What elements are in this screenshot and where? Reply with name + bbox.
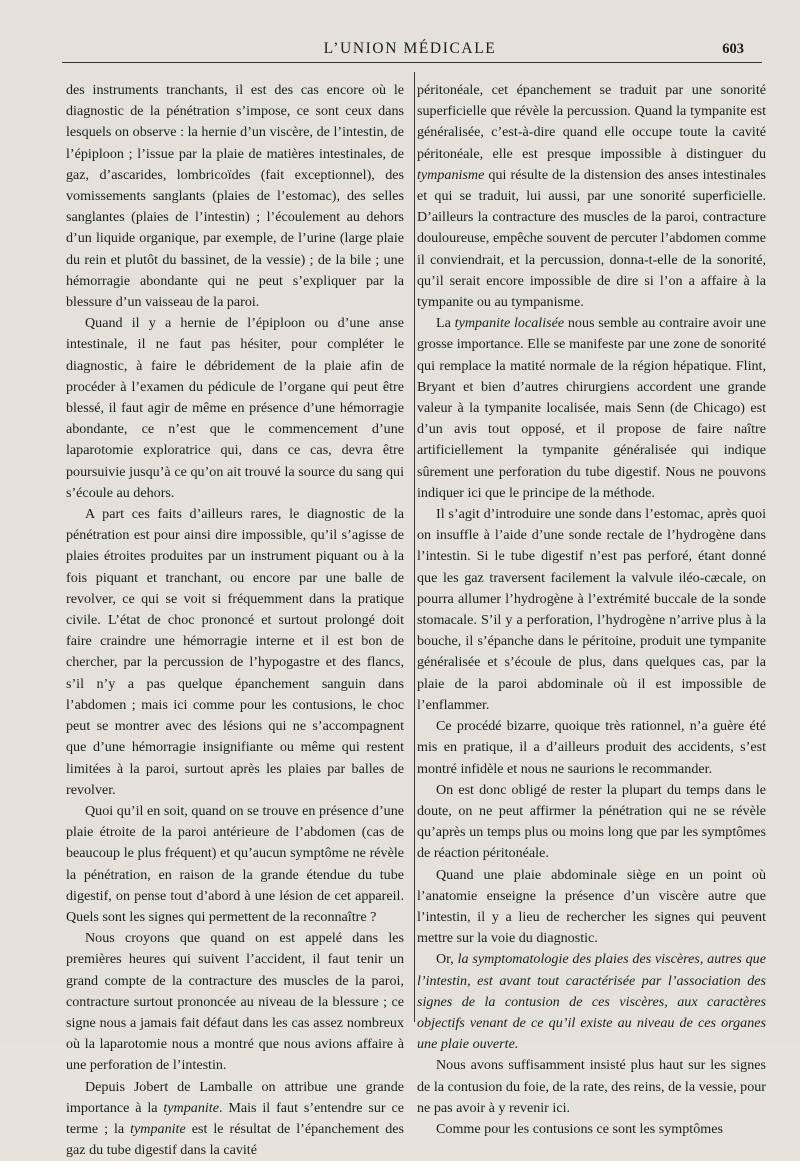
- text-run: La: [436, 315, 455, 332]
- header-rule: [62, 62, 762, 63]
- running-title: L’UNION MÉDICALE: [323, 40, 497, 57]
- paragraph: [417, 313, 766, 504]
- text-run: nous semble au contraire avoir une grosse importance. Elle se manifeste par une zone de sonorité qui remplace la matité normale de la région hépatique. Flint, Bryant et bien d’autres chirurgiens accordent une grande valeur à la tympanite localisée, mais Senn (de Chicago) est d’un avis tout opposé, et il propose de faire naître artificiellement la tympanite généralisée qui indique sûrement une perforation du tube digestif. Nous ne pouvons indiquer ici que le principe de la méthode.: [417, 315, 767, 501]
- text-run: Quoi qu’il en soit, quand on se trouve en présence d’une plaie étroite de la paroi antérieure de l’abdomen (cas de beaucoup le plus fréquent) et qu’aucun symptôme ne révèle la pénétration, en raison de la grande étendue du tube digestif, on pense tout d’abord à une lésion de cet appareil. Quels sont les signes qui permettent de la reconnaître ?: [66, 802, 404, 925]
- paragraph: [417, 504, 766, 716]
- right-column: [417, 80, 766, 1140]
- text-run: A part ces faits d’ailleurs rares, le diagnostic de la pénétration est pour ainsi dire impossible, qu’il s’agisse de plaies étroites produites par un instrument piquant ou à la fois piquant et tranchant, ou encore par une balle de revolver, ce qui se voit si fréquemment dans la pratique civile. L’état de choc prononcé et surtout prolongé doit faire craindre une hémorragie interne et il est bon de chercher, par la percussion de l’hypogastre et des flancs, s’il n’y a pas quelque épanchement sanguin dans l’abdomen ; mais ici comme pour les contusions, le choc peut se montrer avec des lésions qui ne s’accompagnent que d’une hémorragie insignifiante ou même qui restent limitées à la paroi, surtout après les plaies par balles de revolver.: [66, 506, 404, 798]
- text-run: péritonéale, cet épanchement se traduit par une sonorité superficielle que révèle la percussion. Quand la tympanite est généralisée, c’est-à-dire quand elle occupe toute la cavité péritonéale, elle est presque impossible à distinguer du: [417, 82, 766, 162]
- paragraph: [417, 1055, 766, 1119]
- paragraph: [66, 801, 404, 928]
- text-run: Or,: [436, 951, 458, 968]
- paragraph: [417, 716, 766, 780]
- text-run: . Mais il faut s’entendre sur ce terme ; la: [66, 1099, 404, 1137]
- continued-paragraph: [417, 80, 766, 313]
- column-divider: [414, 72, 415, 1022]
- paragraph: [66, 504, 404, 801]
- paragraph: [66, 313, 404, 504]
- text-columns: [62, 72, 768, 1159]
- paragraph: [417, 1119, 766, 1140]
- text-run: Quand une plaie abdominale siège en un point où l’anatomie enseigne la présence d’un viscère autre que l’intestin, il y a lieu de rechercher les signes qui peuvent mettre sur la voie du diagnostic.: [417, 866, 766, 947]
- italic-text: tympanite: [163, 1099, 219, 1116]
- text-run: est le résultat de l’épanchement des gaz du tube digestif dans la cavité: [66, 1120, 404, 1159]
- text-run: Ce procédé bizarre, quoique très rationnel, n’a guère été mis en pratique, il a d’ailleurs produit des accidents, s’est montré infidèle et nous ne saurions le recommander.: [417, 718, 766, 777]
- paragraph: [417, 780, 766, 865]
- continued-paragraph: [66, 80, 404, 313]
- text-run: Nous avons suffisamment insisté plus haut sur les signes de la contusion du foie, de la rate, des reins, de la vessie, pour ne pas avoir à y revenir ici.: [417, 1057, 766, 1116]
- text-run: Depuis Jobert de Lamballe on attribue une grande importance à la: [66, 1078, 404, 1116]
- italic-text: tympanisme: [417, 166, 485, 183]
- italic-text: tympanite: [130, 1120, 186, 1137]
- italic-text: la symptomatologie des plaies des viscères, autres que l’intestin, est avant tout caractérisée par l’association des signes de la contusion de ces viscères, aux caractères objectifs venant de ce qu’il existe au niveau de ces organes une plaie ouverte.: [417, 951, 766, 1053]
- page-header: [0, 36, 800, 66]
- text-run: Il s’agit d’introduire une sonde dans l’estomac, après quoi on insuffle à l’aide d’une sonde rectale de l’hydrogène dans l’intestin. Si le tube digestif n’est pas perforé, étant donné que les gaz traversent facilement la valvule iléo-cæcale, on pourra allumer l’hydrogène à l’extrémité buccale de la sonde stomacale. S’il y a perforation, l’hydrogène n’arrive plus à la bouche, il s’épanche dans le péritoine, produit une tympanite généralisée et s’écoule de plus, dans quelques cas, par la plaie de la paroi abdominale où il est impossible de l’enflammer.: [417, 506, 766, 713]
- page-number: 603: [722, 41, 744, 57]
- paragraph: [66, 1077, 404, 1161]
- text-run: Comme pour les contusions ce sont les symptômes: [436, 1120, 723, 1137]
- paragraph: [417, 865, 766, 950]
- text-run: qui résulte de la distension des anses intestinales et qui se traduit, lui aussi, par une sonorité superficielle. D’ailleurs la contracture des muscles de la paroi, contracture douloureuse, empêche souvent de percuter l’abdomen comme il conviendrait, et la percussion, donna-t-elle de la sonorité, qu’il serait encore impossible de dire si l’on a affaire à la tympanite ou au tympanisme.: [417, 166, 766, 311]
- text-run: On est donc obligé de rester la plupart du temps dans le doute, on ne peut affirmer la pénétration qui ne se révèle qu’après un temps plus ou moins long que par les symptômes de réaction péritonéale.: [417, 781, 766, 862]
- italic-text: tympanite localisée: [454, 315, 565, 332]
- paragraph: [66, 928, 404, 1076]
- text-run: Nous croyons que quand on est appelé dans les premières heures qui suivent l’accident, il faut tenir un grand compte de la contracture des muscles de la paroi, contracture surtout prononcée au niveau de la blessure ; ce signe nous a jamais fait défaut dans les cas assez nombreux où la laparotomie nous a montré que nous avions affaire à une perforation de l’intestin.: [66, 930, 404, 1074]
- paragraph: [417, 949, 766, 1055]
- left-column: [66, 80, 404, 1161]
- text-run: des instruments tranchants, il est des cas encore où le diagnostic de la pénétration s’impose, ce sont ceux dans lesquels on observe : la hernie d’un viscère, de l’intestin, de l’épiploon ; l’issue par la plaie de matières intestinales, de gaz, d’ascarides, lombricoïdes (fait exceptionnel), des vomissements sanglants (plaies de l’estomac), des selles sanglantes (plaies de l’intestin) ; l’écoulement au dehors d’un liquide organique, par exemple, de l’urine (large plaie du rein et plutôt du bassinet, de la vessie) ; de la bile ; une hémorragie abondante qui ne peut s’expliquer par la blessure d’un vaisseau de la paroi.: [66, 82, 404, 311]
- text-run: Quand il y a hernie de l’épiploon ou d’une anse intestinale, il ne faut pas hésiter, pour compléter le diagnostic, à faire le débridement de la plaie afin de procéder à l’examen du pédicule de l’organe qui peut être blessé, il faut agir de même en présence d’une hémorragie abondante, ce n’est que le commencement d’une laparotomie exploratrice qui, dans ce cas, devra être poursuivie jusqu’à ce qu’on ait trouvé la source du sang qui s’écoule au dehors.: [66, 315, 404, 501]
